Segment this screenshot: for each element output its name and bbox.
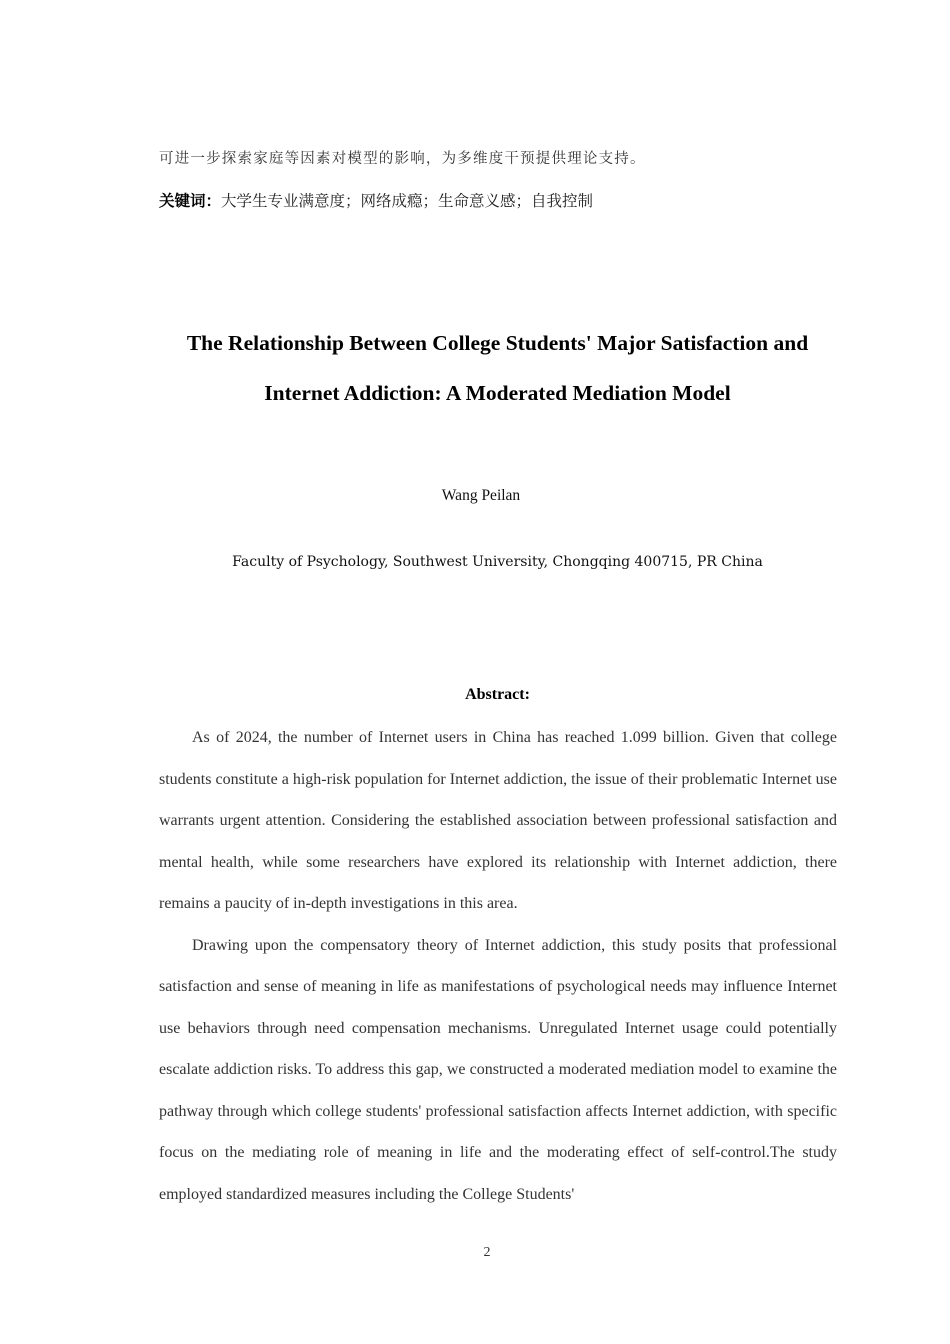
english-title-line-2: Internet Addiction: A Moderated Mediation Model [264, 381, 731, 405]
keywords-text: 大学生专业满意度；网络成瘾；生命意义感；自我控制 [221, 192, 594, 210]
abstract-body [159, 717, 837, 1215]
abstract-paragraph-1: As of 2024, the number of Internet users in China has reached 1.099 billion. Given that college students constitute a high-risk population for Internet addiction, the issue of their problematic Internet use warrants urgent attention. Considering the established association between professional satisfaction and mental health, while some researchers have explored its relationship with Internet addiction, there remains a paucity of in-depth investigations in this area. [159, 729, 837, 912]
keywords-label: 关键词： [159, 192, 222, 210]
abstract-heading: Abstract: [465, 686, 530, 703]
chinese-keywords [159, 189, 837, 211]
abstract-paragraph-2: Drawing upon the compensatory theory of Internet addiction, this study posits that professional satisfaction and sense of meaning in life as manifestations of psychological needs may influence Internet use behaviors through need compensation mechanisms. Unregulated Internet usage could potentially escalate addiction risks. To address this gap, we constructed a moderated mediation model to examine the pathway through which college students' professional satisfaction affects Internet addiction, with specific focus on the mediating role of meaning in life and the moderating effect of self-control.The study employed standardized measures including the College Students' [159, 936, 837, 1203]
chinese-abstract-closing-line: 可进一步探索家庭等因素对模型的影响，为多维度干预提供理论支持。 [159, 151, 646, 167]
author-affiliation: Faculty of Psychology, Southwest University, Chongqing 400715, PR China [232, 554, 763, 570]
author-name: Wang Peilan [441, 487, 521, 504]
english-title-line-1: The Relationship Between College Students' Major Satisfaction and [186, 331, 809, 355]
english-title [140, 318, 855, 418]
page-number: 2 [483, 1245, 491, 1260]
